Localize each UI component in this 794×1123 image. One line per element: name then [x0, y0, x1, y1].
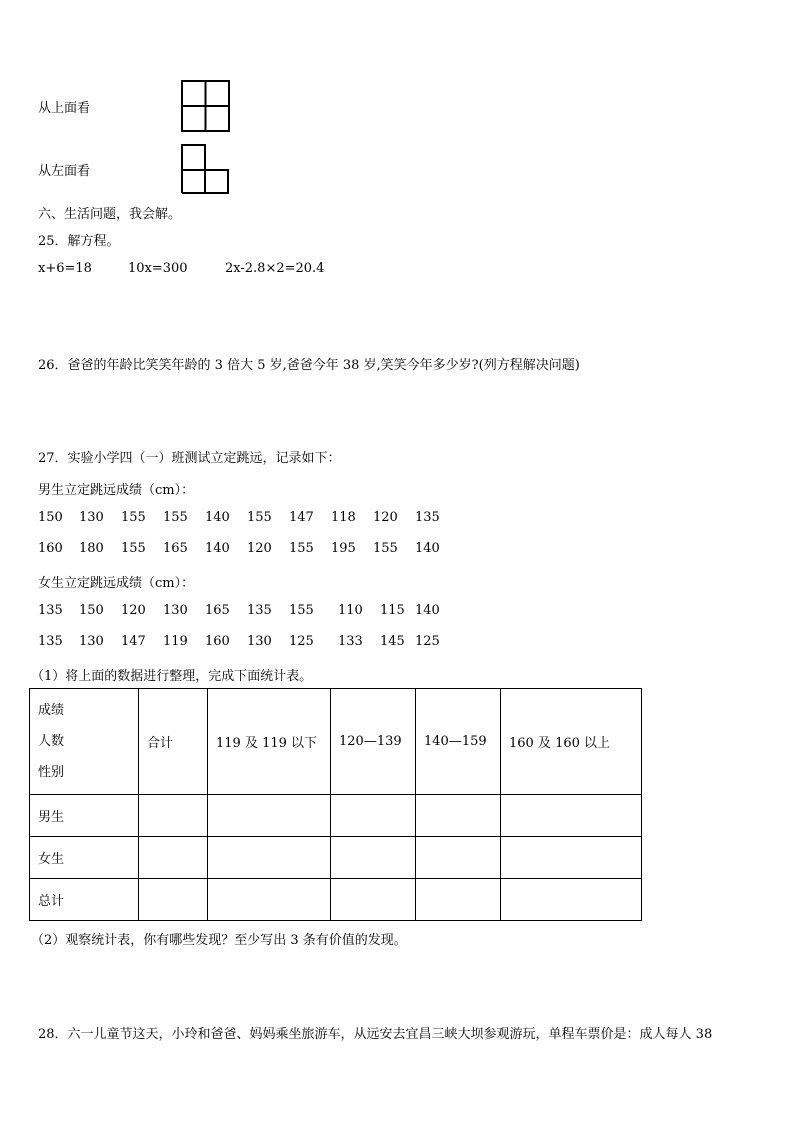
score-cell: 150 [79, 603, 104, 618]
score-cell: 155 [247, 510, 272, 525]
blank-cell[interactable] [139, 879, 208, 921]
corner-label-count: 人数 [38, 734, 65, 749]
row-label-girls: 女生 [30, 837, 139, 879]
score-cell: 150 [38, 510, 63, 525]
table-header-row [30, 689, 642, 795]
blank-cell[interactable] [331, 795, 416, 837]
q26-text: 26．爸爸的年龄比笑笑年龄的 3 倍大 5 岁,爸爸今年 38 岁,笑笑今年多少岁?(列方程解决问题) [38, 358, 580, 373]
score-cell: 118 [331, 510, 356, 525]
score-cell: 125 [289, 634, 314, 649]
score-cell: 125 [415, 634, 440, 649]
score-cell: 165 [163, 541, 188, 556]
header-range-1: 119 及 119 以下 [208, 689, 331, 795]
table-row [30, 879, 642, 921]
score-cell: 135 [247, 603, 272, 618]
score-cell: 130 [79, 634, 104, 649]
score-cell: 147 [289, 510, 314, 525]
header-range-2: 120—139 [331, 689, 416, 795]
corner-label-score: 成绩 [38, 703, 65, 718]
q25-eq1: x+6=18 [38, 261, 92, 276]
table-row [30, 837, 642, 879]
score-cell: 119 [163, 634, 188, 649]
header-range-3: 140—159 [416, 689, 501, 795]
q25-eq3: 2x-2.8×2=20.4 [225, 261, 325, 276]
blank-cell[interactable] [416, 795, 501, 837]
table-row [30, 795, 642, 837]
score-cell: 155 [289, 541, 314, 556]
score-cell: 147 [121, 634, 146, 649]
score-cell: 115 [380, 603, 405, 618]
score-cell: 155 [373, 541, 398, 556]
blank-cell[interactable] [331, 879, 416, 921]
blank-cell[interactable] [208, 795, 331, 837]
score-cell: 160 [38, 541, 63, 556]
top-view-figure [181, 80, 231, 133]
boys-label: 男生立定跳远成绩（cm）： [38, 483, 195, 498]
row-label-boys: 男生 [30, 795, 139, 837]
section6-title: 六、生活问题，我会解。 [38, 207, 182, 222]
blank-cell[interactable] [416, 879, 501, 921]
blank-cell[interactable] [416, 837, 501, 879]
score-cell: 110 [338, 603, 363, 618]
score-cell: 135 [415, 510, 440, 525]
blank-cell[interactable] [501, 795, 642, 837]
score-cell: 140 [205, 510, 230, 525]
q28-text: 28．六一儿童节这天，小玲和爸爸、妈妈乘坐旅游车，从远安去宜昌三峡大坝参观游玩，单程车票价是：成人每人 38 [38, 1027, 713, 1042]
left-view-figure [180, 143, 230, 196]
top-view-label: 从上面看 [38, 101, 91, 116]
score-cell: 135 [38, 603, 63, 618]
score-cell: 140 [415, 541, 440, 556]
score-cell: 140 [205, 541, 230, 556]
score-cell: 160 [205, 634, 230, 649]
score-cell: 135 [38, 634, 63, 649]
q27-part2: （2）观察统计表，你有哪些发现？至少写出 3 条有价值的发现。 [31, 933, 407, 948]
blank-cell[interactable] [331, 837, 416, 879]
header-total: 合计 [139, 689, 208, 795]
score-cell: 120 [373, 510, 398, 525]
score-cell: 155 [289, 603, 314, 618]
header-range-4: 160 及 160 以上 [501, 689, 642, 795]
score-cell: 155 [163, 510, 188, 525]
score-cell: 130 [163, 603, 188, 618]
score-cell: 120 [247, 541, 272, 556]
blank-cell[interactable] [139, 795, 208, 837]
score-cell: 130 [247, 634, 272, 649]
girls-label: 女生立定跳远成绩（cm）： [38, 576, 195, 591]
score-cell: 180 [79, 541, 104, 556]
blank-cell[interactable] [139, 837, 208, 879]
blank-cell[interactable] [208, 879, 331, 921]
score-cell: 140 [415, 603, 440, 618]
score-cell: 155 [121, 510, 146, 525]
score-cell: 165 [205, 603, 230, 618]
q25-title: 25．解方程。 [38, 234, 120, 249]
corner-label-gender: 性别 [38, 765, 65, 780]
corner-header-cell [30, 689, 139, 795]
stats-table [29, 688, 642, 921]
q27-title: 27．实验小学四（一）班测试立定跳远，记录如下： [38, 451, 341, 466]
q27-part1: （1）将上面的数据进行整理，完成下面统计表。 [31, 669, 313, 684]
blank-cell[interactable] [501, 879, 642, 921]
score-cell: 130 [79, 510, 104, 525]
blank-cell[interactable] [208, 837, 331, 879]
score-cell: 155 [121, 541, 146, 556]
score-cell: 145 [380, 634, 405, 649]
row-label-total: 总计 [30, 879, 139, 921]
score-cell: 195 [331, 541, 356, 556]
blank-cell[interactable] [501, 837, 642, 879]
left-view-label: 从左面看 [38, 164, 91, 179]
q25-eq2: 10x=300 [128, 261, 188, 276]
score-cell: 120 [121, 603, 146, 618]
score-cell: 133 [338, 634, 363, 649]
